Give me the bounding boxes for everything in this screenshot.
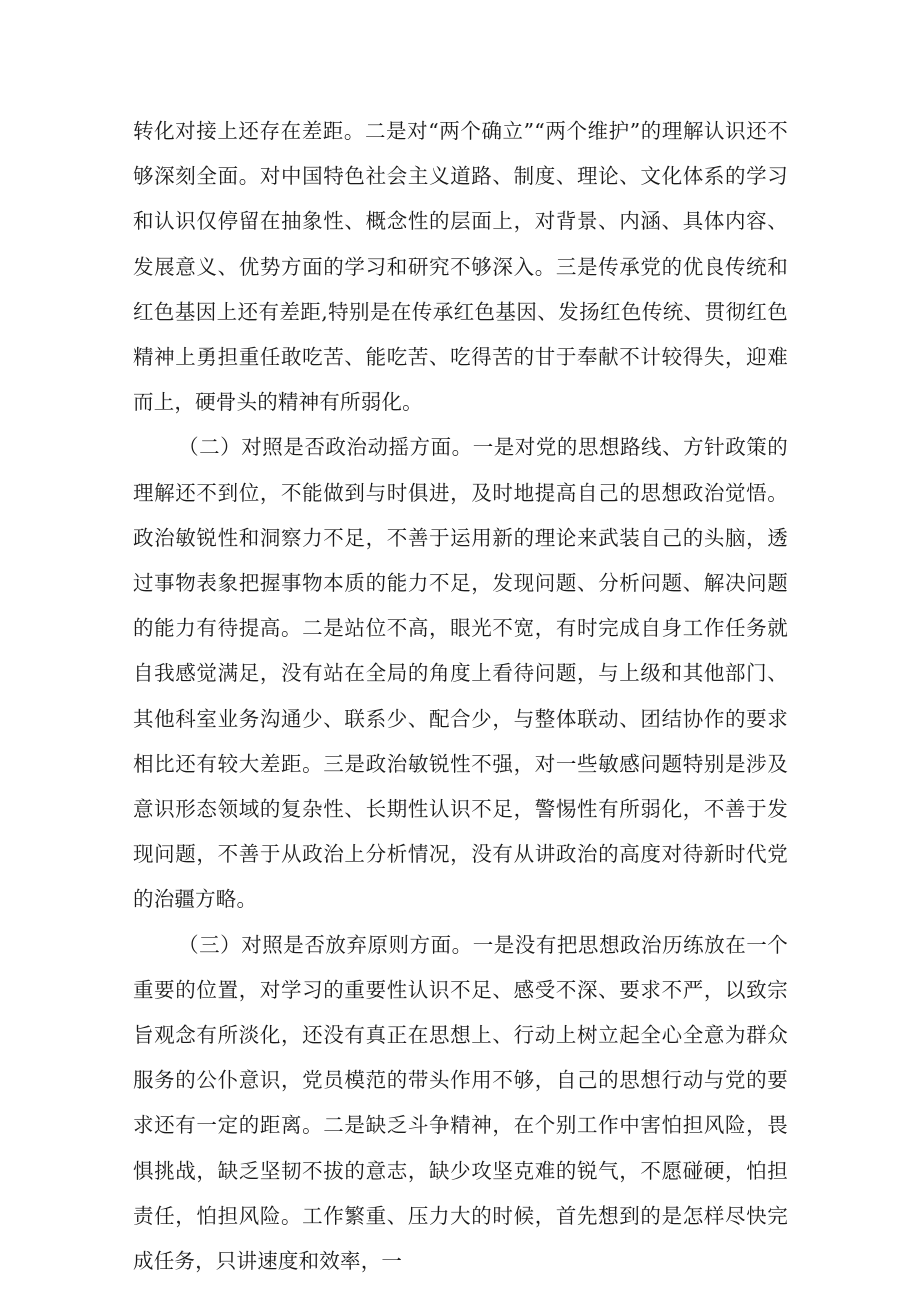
paragraph-political-wavering: （二）对照是否政治动摇方面。一是对党的思想路线、方针政策的理解还不到位，不能做到与时俱进，及时地提高自己的思想政治觉悟。政治敏锐性和洞察力不足，不善于运用新的理论来武装自己的头脑，透过事物表象把握事物本质的能力不足，发现问题、分析问题、解决问题的能力有待提高。二是站位不高，眼光不宽，有时完成自身工作任务就自我感觉满足，没有站在全局的角度上看待问题，与上级和其他部门、其他科室业务沟通少、联系少、配合少，与整体联动、团结协作的要求相比还有较大差距。三是政治敏锐性不强，对一些敏感问题特别是涉及意识形态领域的复杂性、长期性认识不足，警惕性有所弱化，不善于发现问题，不善于从政治上分析情况，没有从讲政治的高度对待新时代党的治疆方略。	[133, 435, 788, 912]
paragraph-continuation: 转化对接上还存在差距。二是对“两个确立”“两个维护”的理解认识还不够深刻全面。对中国特色社会主义道路、制度、理论、文化体系的学习和认识仅停留在抽象性、概念性的层面上，对背景、内涵、具体内容、发展意义、优势方面的学习和研究不够深入。三是传承党的优良传统和红色基因上还有差距,特别是在传承红色基因、发扬红色传统、贯彻红色精神上勇担重任敢吃苦、能吃苦、吃得苦的甘于奉献不计较得失，迎难而上，硬骨头的精神有所弱化。	[133, 119, 788, 415]
document-body	[133, 109, 788, 1284]
paragraph-abandoning-principles: （三）对照是否放弃原则方面。一是没有把思想政治历练放在一个重要的位置，对学习的重要性认识不足、感受不深、要求不严，以致宗旨观念有所淡化，还没有真正在思想上、行动上树立起全心全意为群众服务的公仆意识，党员模范的带头作用不够，自己的思想行动与党的要求还有一定的距离。二是缺乏斗争精神，在个别工作中害怕担风险，畏惧挑战，缺乏坚韧不拔的意志，缺少攻坚克难的锐气，不愿碰硬，怕担责任，怕担风险。工作繁重、压力大的时候，首先想到的是怎样尽快完成任务，只讲速度和效率，一	[133, 932, 788, 1274]
